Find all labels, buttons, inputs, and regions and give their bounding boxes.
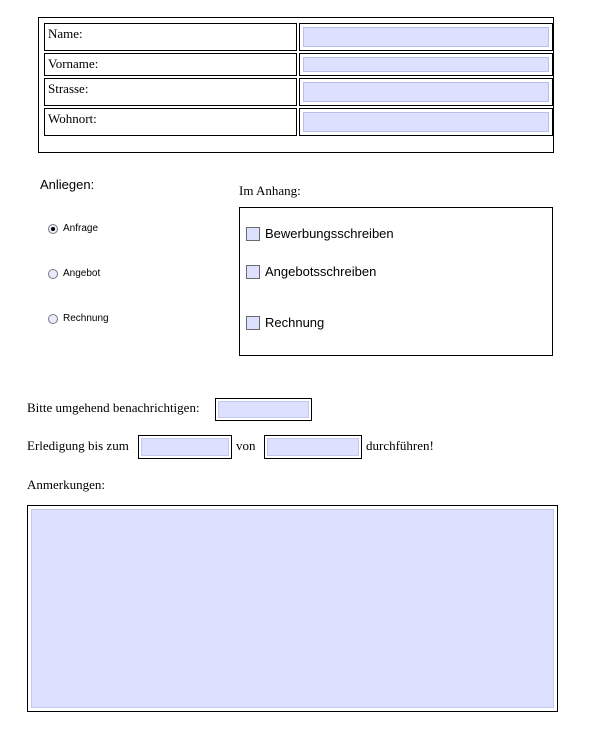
vorname-input[interactable] [303, 57, 549, 72]
personal-data-table [38, 17, 554, 153]
notify-input[interactable] [218, 401, 309, 418]
vorname-label: Vorname: [44, 53, 297, 76]
radio-button[interactable] [48, 269, 58, 279]
checkbox-option-rechnung[interactable] [246, 315, 324, 330]
checkbox-label: Rechnung [265, 315, 325, 330]
checkbox[interactable] [246, 227, 260, 241]
checkbox-label: Angebotsschreiben [265, 264, 377, 279]
checkbox[interactable] [246, 316, 260, 330]
vorname-field-cell [299, 53, 553, 76]
radio-option-rechnung[interactable] [48, 313, 109, 324]
deadline-suffix: durchführen! [366, 438, 434, 453]
deadline-name-input[interactable] [267, 438, 359, 456]
notes-field-cell [27, 505, 558, 712]
deadline-date-cell [138, 435, 232, 459]
radio-option-anfrage[interactable] [48, 223, 98, 234]
name-input[interactable] [303, 27, 549, 47]
anliegen-label: Anliegen: [40, 177, 95, 192]
name-field-cell [299, 23, 553, 51]
notify-label: Bitte umgehend benachrichtigen: [27, 400, 200, 415]
notes-label: Anmerkungen: [27, 477, 105, 492]
deadline-date-input[interactable] [141, 438, 229, 456]
radio-option-angebot[interactable] [48, 268, 100, 279]
radio-label: Angebot [63, 268, 101, 279]
anhang-box [239, 207, 553, 356]
strasse-input[interactable] [303, 82, 549, 102]
checkbox-option-angebotsschreiben[interactable] [246, 264, 376, 279]
radio-label: Anfrage [63, 223, 99, 234]
deadline-middle: von [236, 438, 256, 453]
radio-label: Rechnung [63, 313, 109, 324]
strasse-label: Strasse: [44, 78, 297, 106]
deadline-name-cell [264, 435, 362, 459]
checkbox-option-bewerbungsschreiben[interactable] [246, 226, 394, 241]
notes-textarea[interactable] [31, 509, 554, 708]
wohnort-label: Wohnort: [44, 108, 297, 136]
wohnort-field-cell [299, 108, 553, 136]
deadline-prefix: Erledigung bis zum [27, 438, 129, 453]
wohnort-input[interactable] [303, 112, 549, 132]
notify-field-cell [215, 398, 312, 421]
anhang-label: Im Anhang: [239, 183, 301, 198]
checkbox[interactable] [246, 265, 260, 279]
checkbox-label: Bewerbungsschreiben [265, 226, 394, 241]
strasse-field-cell [299, 78, 553, 106]
name-label: Name: [44, 23, 297, 51]
radio-button[interactable] [48, 314, 58, 324]
radio-button[interactable] [48, 224, 58, 234]
